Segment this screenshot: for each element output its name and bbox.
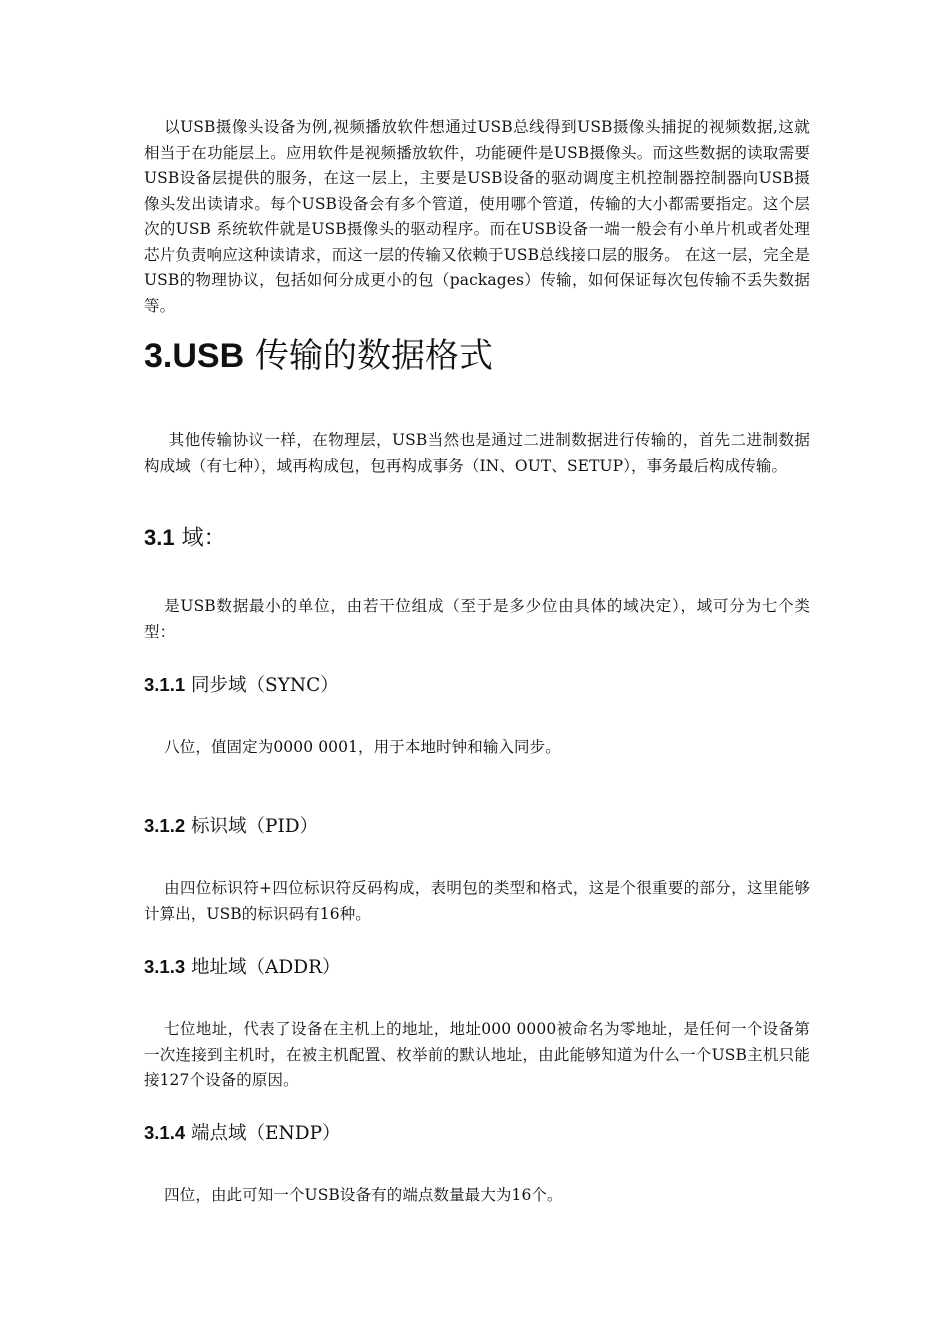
section-3-1-number: 3.1: [144, 525, 175, 550]
section-3-heading: [144, 336, 493, 376]
intro-paragraph: 以USB摄像头设备为例,视频播放软件想通过USB总线得到USB摄像头捕捉的视频数据,这就相当于在功能层上。应用软件是视频播放软件，功能硬件是USB摄像头。而这些数据的读取需要USB设备层提供的服务，在这一层上，主要是USB设备的驱动调度主机控制器控制器向USB摄像头发出读请求。每个USB设备会有多个管道，使用哪个管道，传输的大小都需要指定。这个层次的USB 系统软件就是USB摄像头的驱动程序。而在USB设备一端一般会有小单片机或者处理芯片负责响应这种读请求，而这一层的传输又依赖于USB总线接口层的服务。 在这一层，完全是USB的物理协议，包括如何分成更小的包（packages）传输，如何保证每次包传输不丢失数据等。: [144, 118, 810, 315]
section-3-1-3-number: 3.1.3: [144, 956, 186, 977]
section-3-title: 传输的数据格式: [254, 336, 493, 376]
section-3-1-heading: [144, 524, 226, 553]
section-3-1-1-paragraph: 八位，值固定为0000 0001，用于本地时钟和输入同步。: [164, 738, 561, 756]
section-3-1-4-title: 端点域（ENDP）: [191, 1123, 341, 1144]
section-3-1-4-paragraph: 四位，由此可知一个USB设备有的端点数量最大为16个。: [164, 1186, 563, 1204]
section-3-1-paragraph: 是USB数据最小的单位，由若干位组成（至于是多少位由具体的域决定），域可分为七个类型：: [144, 597, 810, 641]
section-3-number: 3.USB: [144, 337, 245, 375]
section-3-paragraph: 其他传输协议一样，在物理层，USB当然也是通过二进制数据进行传输的，首先二进制数据构成域（有七种），域再构成包，包再构成事务（IN、OUT、SETUP），事务最后构成传输。: [144, 431, 810, 475]
section-3-1-2-paragraph: 由四位标识符+四位标识符反码构成，表明包的类型和格式，这是个很重要的部分，这里能够计算出，USB的标识码有16种。: [144, 879, 810, 923]
section-3-1-4-heading: [144, 1121, 341, 1146]
section-3-1-1-title: 同步域（SYNC）: [191, 675, 339, 696]
section-3-1-2-number: 3.1.2: [144, 815, 186, 836]
section-3-1-1-number: 3.1.1: [144, 674, 186, 695]
section-3-1-1-heading: [144, 673, 339, 698]
section-3-1-3-heading: [144, 955, 341, 980]
section-3-1-3-paragraph: 七位地址，代表了设备在主机上的地址，地址000 0000被命名为零地址，是任何一个设备第一次连接到主机时，在被主机配置、枚举前的默认地址，由此能够知道为什么一个USB主机只能接127个设备的原因。: [144, 1020, 810, 1089]
section-3-1-2-heading: [144, 814, 318, 839]
section-3-1-2-title: 标识域（PID）: [191, 816, 319, 837]
section-3-1-3-title: 地址域（ADDR）: [191, 957, 341, 978]
section-3-1-4-number: 3.1.4: [144, 1122, 186, 1143]
section-3-1-title: 域：: [181, 526, 226, 551]
